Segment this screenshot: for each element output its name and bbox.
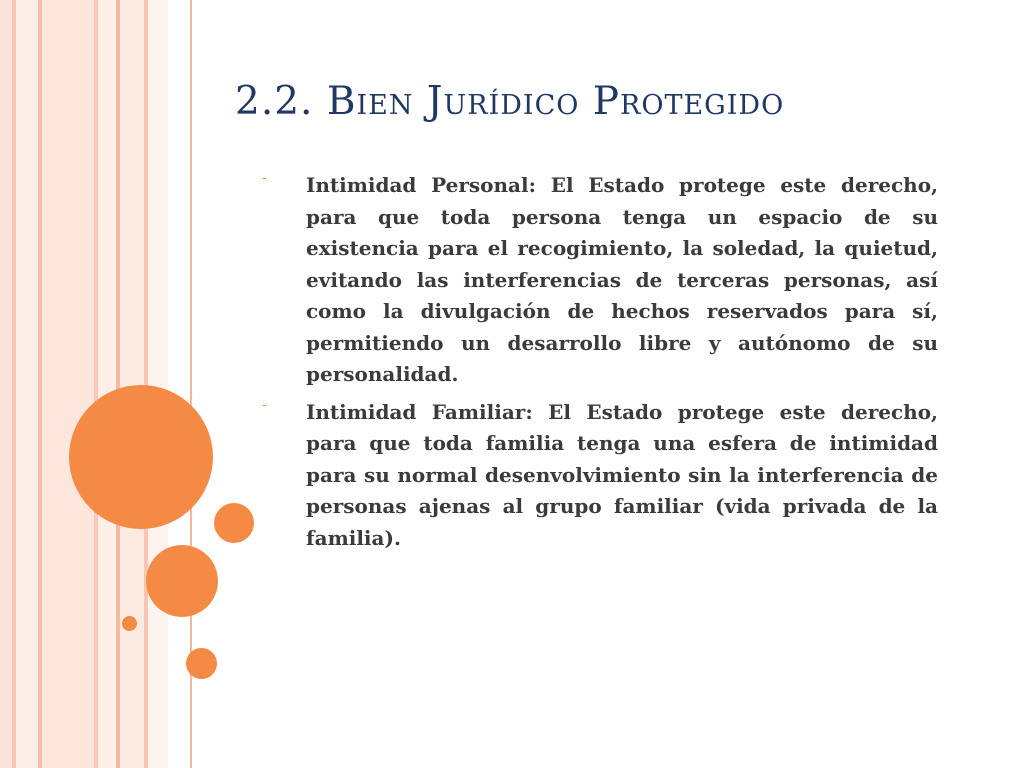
stripe: [0, 0, 12, 768]
stripe: [16, 0, 38, 768]
decorative-circle-large: [69, 385, 213, 529]
stripe: [120, 0, 144, 768]
stripe: [42, 0, 94, 768]
bullet-item: [262, 170, 938, 391]
decorative-circle-small: [214, 503, 254, 543]
stripe: [98, 0, 116, 768]
dash-bullet-icon: -: [262, 171, 267, 186]
bullet-item: [262, 397, 938, 555]
bullet-text-intimidad-personal: Intimidad Personal: El Estado protege este derecho, para que toda persona tenga un espacio de su existencia para el recogimiento, la soledad, la quietud, evitando las interferencias de terceras personas, así como la divulgación de hechos reservados para sí, permitiendo un desarrollo libre y autónomo de su personalidad.: [306, 173, 938, 386]
decorative-circle-medium: [146, 545, 218, 617]
stripe: [148, 0, 168, 768]
bullet-text-intimidad-familiar: Intimidad Familiar: El Estado protege este derecho, para que toda familia tenga una esfera de intimidad para su normal desenvolvimiento sin la interferencia de personas ajenas al grupo familiar (vida privada de la familia).: [306, 399, 938, 550]
decorative-circle-tiny: [122, 616, 137, 631]
decorative-stripes: [0, 0, 200, 768]
slide-title: 2.2. Bien Jurídico Protegido: [235, 79, 785, 124]
bullet-list: [262, 170, 938, 560]
dash-bullet-icon: -: [262, 397, 267, 413]
decorative-circle-small: [186, 648, 217, 679]
